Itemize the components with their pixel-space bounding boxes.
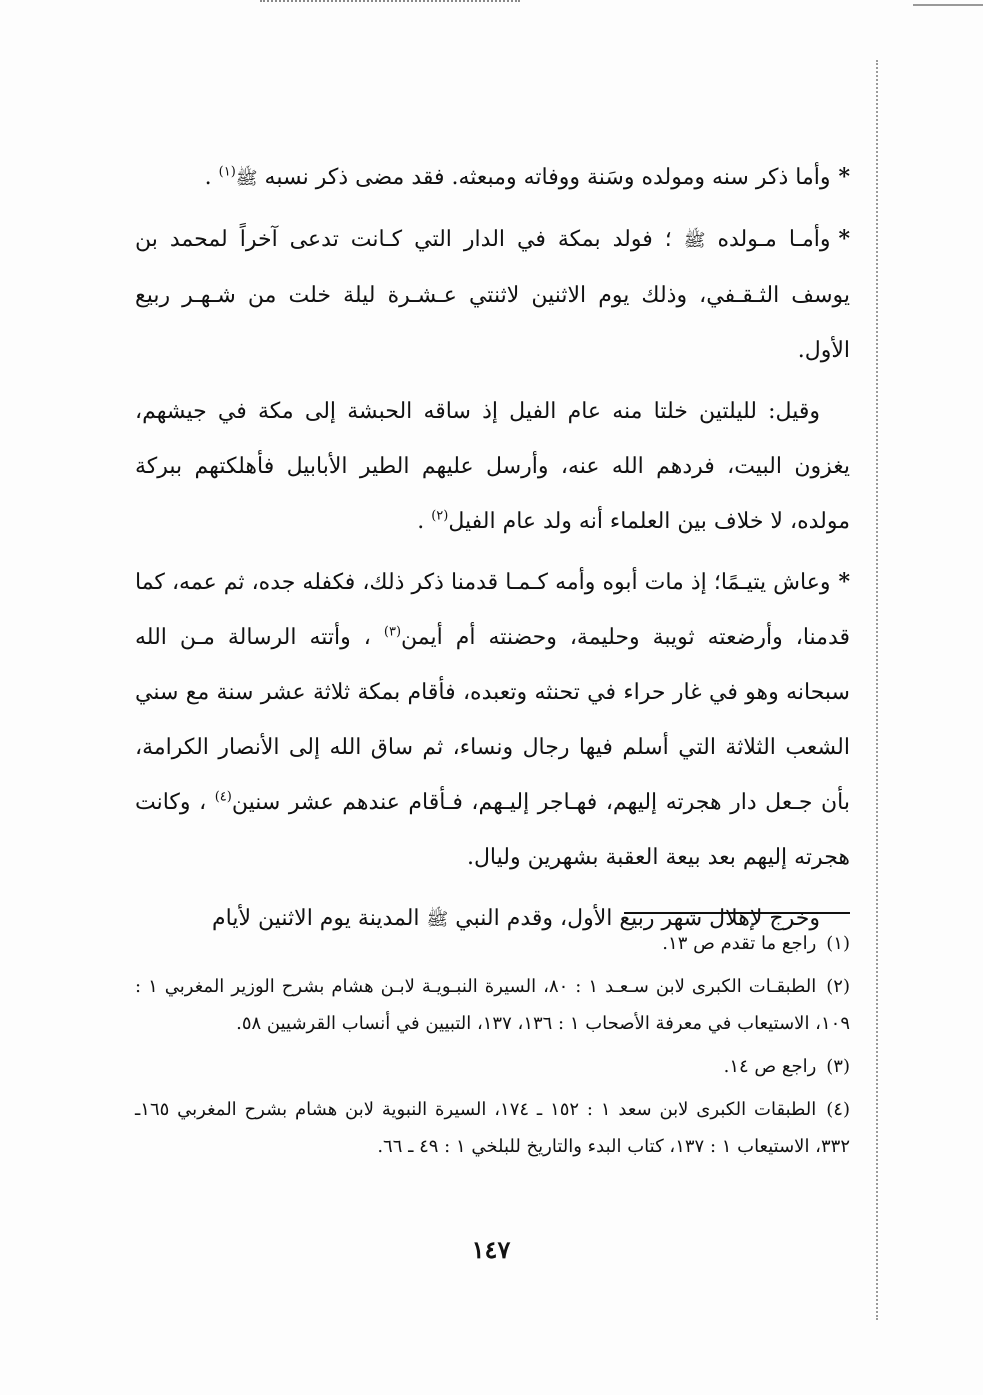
paragraph-marker: *	[838, 226, 851, 252]
paragraph-2	[135, 212, 850, 378]
scan-edge-mark	[913, 4, 983, 6]
salutation-glyph: ﷺ	[235, 168, 258, 189]
paragraph-text: وأما ذكر سنه ومولده وسَنة ووفاته ومبعثه. فقد مضى ذكر نسبه	[264, 165, 831, 190]
footnote-1	[135, 925, 850, 962]
paragraph-text: وقيل: لليلتين خلتا منه عام الفيل إذ ساقه الحبشة إلى مكة في جيشهم، يغزون البيت، فردهم الله عنه، وأرسل عليهم الطير الأبابيل فأهلكتهم ببركة مولده، لا خلاف بين العلماء أنه ولد عام الفيل	[135, 399, 850, 534]
paragraph-text: وخرج لإهلال شهر ربيع الأول، وقدم النبي	[455, 906, 820, 931]
footnote-3	[135, 1048, 850, 1085]
scan-edge-top	[260, 0, 520, 4]
paragraph-1	[135, 150, 850, 206]
salutation-glyph: ﷺ	[683, 230, 706, 251]
paragraph-marker: *	[838, 569, 850, 595]
scan-edge-right	[876, 60, 878, 1320]
paragraph-text: وأمـا مـولده	[717, 227, 831, 252]
paragraph-text: المدينة يوم الاثنين لأيام	[212, 906, 420, 931]
paragraph-end: .	[417, 509, 425, 534]
paragraph-marker: *	[838, 164, 850, 190]
footnote-text: الطبقـات الكبرى لابن سـعـد ١ : ٨٠، السيرة النبـويـة لابـن هشام بشرح الوزير المغربي ١ : ١٠٩، الاستيعاب في معرفة الأصحاب ١ : ١٣٦، ١٣٧، التبيين في أنساب القرشيين ٥٨.	[135, 976, 850, 1034]
footnote-number: (١)	[826, 933, 850, 954]
footnote-separator	[624, 912, 850, 914]
main-text	[135, 150, 850, 953]
footnote-reference: (٣)	[383, 624, 402, 640]
footnote-number: (٣)	[826, 1056, 850, 1077]
footnote-reference: (٢)	[431, 508, 449, 524]
footnote-text: الطبقات الكبرى لابن سعد ١ : ١٥٢ ـ ١٧٤، السيرة النبوية لابن هشام بشرح المغربي ١٦٥ـ ٣٣٢، الاستيعاب ١ : ١٣٧، كتاب البدء والتاريخ للبلخي ١ : ٤٩ ـ ٦٦.	[135, 1099, 850, 1157]
footnote-reference: (٤)	[214, 789, 232, 805]
footnote-text: راجع ص ١٤.	[723, 1056, 817, 1077]
paragraph-text: وعاش يتيـمًا؛ إذ مات أبوه وأمه كـمـا قدمنا ذكر ذلك، فكفله جده، ثم عمه، كما قدمنا، وأرضعته ثويبة وحليمة، وحضنته أم أيمن	[135, 570, 851, 650]
paragraph-text: ، وكانت هجرته إليهم بعد بيعة العقبة بشهرين وليال.	[135, 790, 850, 870]
salutation-glyph: ﷺ	[426, 909, 449, 930]
paragraph-end: .	[204, 165, 212, 190]
paragraph-text: ؛ فولد بمكة في الدار التي كـانت تدعى آخراً لمحمد بن يوسف الثـقـفي، وذلك يوم الاثنين لاثنتي عـشـرة ليلة خلت من شـهـر ربيع الأول.	[135, 227, 850, 363]
footnote-number: (٢)	[826, 976, 850, 997]
paragraph-3	[135, 384, 850, 549]
page-number: ١٤٧	[471, 1235, 511, 1264]
footnote-4	[135, 1091, 850, 1165]
paragraph-text: ، وأتته الرسالة مـن الله سبحانه وهو في غار حراء في تحنثه وتعبده، فأقام بمكة ثلاثة عشر سنة مع سني الشعب الثلاثة التي أسلم فيها رجال ونساء، ثم ساق الله إلى الأنصار الكرامة، بأن جـعل دار هجرته إليهم، فهـاجر إليـهم، فـأقام عندهم عشر سنين	[135, 625, 851, 815]
footnote-text: راجع ما تقدم ص ١٣.	[662, 933, 817, 954]
paragraph-4	[135, 555, 850, 885]
footnote-number: (٤)	[826, 1099, 850, 1120]
footnote-2	[135, 968, 850, 1042]
footnote-reference: (١)	[218, 164, 236, 180]
footnotes	[135, 925, 850, 1171]
